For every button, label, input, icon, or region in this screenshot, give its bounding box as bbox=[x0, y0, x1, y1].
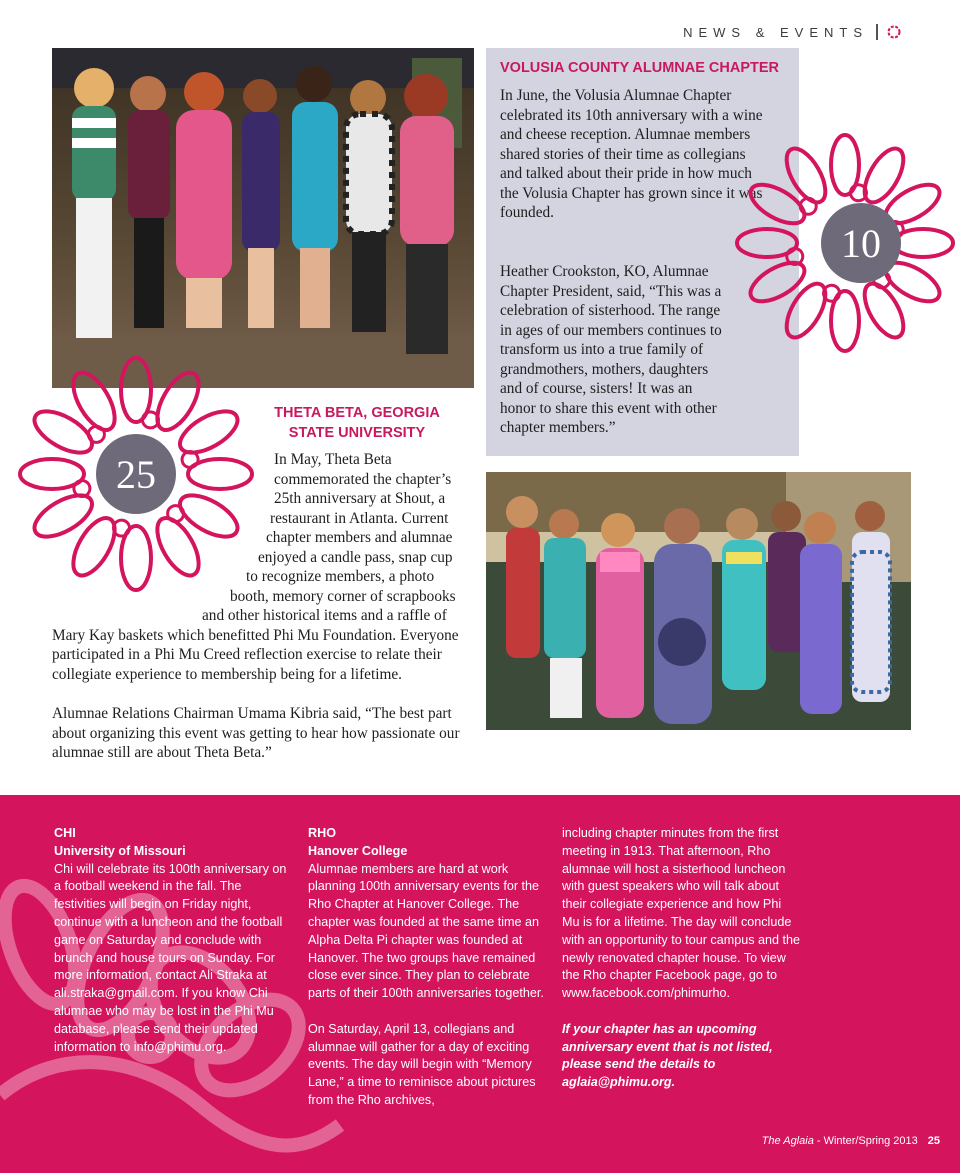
rho-chapter-name: RHO bbox=[308, 826, 336, 840]
theta-line: Mary Kay baskets which benefitted Phi Mu Foundation. Everyone bbox=[52, 626, 459, 644]
volusia-group-photo bbox=[52, 48, 474, 388]
submission-callout: If your chapter has an upcoming anniversary event that is not listed, please send the details to aglaia@phimu.org. bbox=[562, 1021, 773, 1090]
theta-line: enjoyed a candle pass, snap cup bbox=[258, 548, 453, 566]
header-divider bbox=[876, 24, 878, 40]
section-header bbox=[683, 24, 902, 40]
issue-label: - Winter/Spring 2013 bbox=[813, 1135, 918, 1147]
rho-paragraph-3: including chapter minutes from the first meeting in 1913. That afternoon, Rho alumnae will host a sisterhood luncheon with guest speakers who will talk about their collegiate experience and how Phi Mu is for a lifetime. The day will conclude with an opportunity to tour campus and the newly renovated chapter house. To view the Rho chapter Facebook page, go to www.facebook.com/phimurho. bbox=[562, 826, 801, 1001]
theta-line: restaurant in Atlanta. Current bbox=[270, 509, 449, 527]
rho-school-name: Hanover College bbox=[308, 843, 408, 858]
badge-10-text: 10 bbox=[841, 221, 881, 266]
volusia-paragraph-2: Heather Crookston, KO, Alumnae Chapter President, said, “This was a celebration of sisterhood. The range in ages of our members continues to transform us into a true family of grandmothers, mothers, daughters and of course, sisters! It was an honor to share this event with other chapter members.” bbox=[500, 263, 722, 436]
theta-paragraph-2: Alumnae Relations Chairman Umama Kibria said, “The best part about organizing this event was getting to hear how passionate our alumnae still are about Theta Beta.” bbox=[52, 705, 460, 761]
rho-continued-column bbox=[562, 825, 802, 1092]
paragraph-gap bbox=[308, 1003, 546, 1021]
theta-beta-title bbox=[262, 403, 452, 443]
section-label: NEWS & EVENTS bbox=[683, 24, 868, 40]
theta-line: commemorated the chapter’s bbox=[274, 470, 452, 488]
publication-name: The Aglaia bbox=[761, 1135, 814, 1147]
rho-paragraph-1: Alumnae members are hard at work planning 100th anniversary events for the Rho Chapter at Hanover College. The chapter was founded at the same time an Alpha Delta Pi chapter was founded at Hanover. The two groups have remained close ever since. They plan to celebrate parts of their 100th anniversaries together. bbox=[308, 861, 544, 1001]
page-number: 25 bbox=[927, 1135, 940, 1147]
volusia-paragraph-1: In June, the Volusia Alumnae Chapter celebrated its 10th anniversary with a wine and cheese reception. Alumnae members shared stories of their time as collegians and talked about their pride in how much the Volusia Chapter has grown since it was founded. bbox=[500, 87, 763, 221]
chi-chapter-name: CHI bbox=[54, 826, 76, 840]
volusia-title: VOLUSIA COUNTY ALUMNAE CHAPTER bbox=[500, 60, 779, 76]
theta-line: collegiate experience to membership being for a lifetime. bbox=[52, 665, 402, 683]
chi-column bbox=[54, 825, 292, 1056]
chi-school-name: University of Missouri bbox=[54, 843, 186, 858]
theta-line: and other historical items and a raffle of bbox=[202, 607, 447, 624]
rho-paragraph-2: On Saturday, April 13, collegians and alumnae will gather for a day of exciting events. The day will begin with “Memory Lane,” a time to reminisce about pictures from the Rho archives, bbox=[308, 1021, 536, 1107]
page-footer bbox=[762, 1135, 940, 1147]
rho-column bbox=[308, 825, 546, 1110]
theta-title-line-2: STATE UNIVERSITY bbox=[288, 425, 426, 441]
theta-beta-group-photo bbox=[486, 472, 911, 730]
theta-paragraph-1 bbox=[52, 450, 472, 684]
theta-title-line-1: THETA BETA, GEORGIA bbox=[274, 405, 440, 421]
theta-line: In May, Theta Beta bbox=[274, 451, 392, 468]
paragraph-gap bbox=[562, 1003, 802, 1021]
anniversary-10-burst bbox=[730, 118, 960, 368]
theta-line: 25th anniversary at Shout, a bbox=[274, 490, 446, 507]
chi-body: Chi will celebrate its 100th anniversary on a football weekend in the fall. The festivities will begin on Friday night, continue with a luncheon and the football game on Saturday and conclude with brunch and house tours on Sunday. For more information, contact Ali Straka at ali.straka@gmail.com. If you know Chi alumnae who may be lost in the Phi Mu database, please send their updated information to info@phimu.org. bbox=[54, 861, 287, 1054]
theta-line: to recognize members, a photo bbox=[246, 568, 435, 585]
theta-line: booth, memory corner of scrapbooks bbox=[230, 587, 456, 605]
theta-line: chapter members and alumnae bbox=[266, 529, 453, 546]
theta-line: participated in a Phi Mu Creed reflection exercise to relate their bbox=[52, 646, 442, 663]
flower-icon bbox=[886, 24, 902, 40]
badge-25-text: 25 bbox=[116, 452, 156, 497]
